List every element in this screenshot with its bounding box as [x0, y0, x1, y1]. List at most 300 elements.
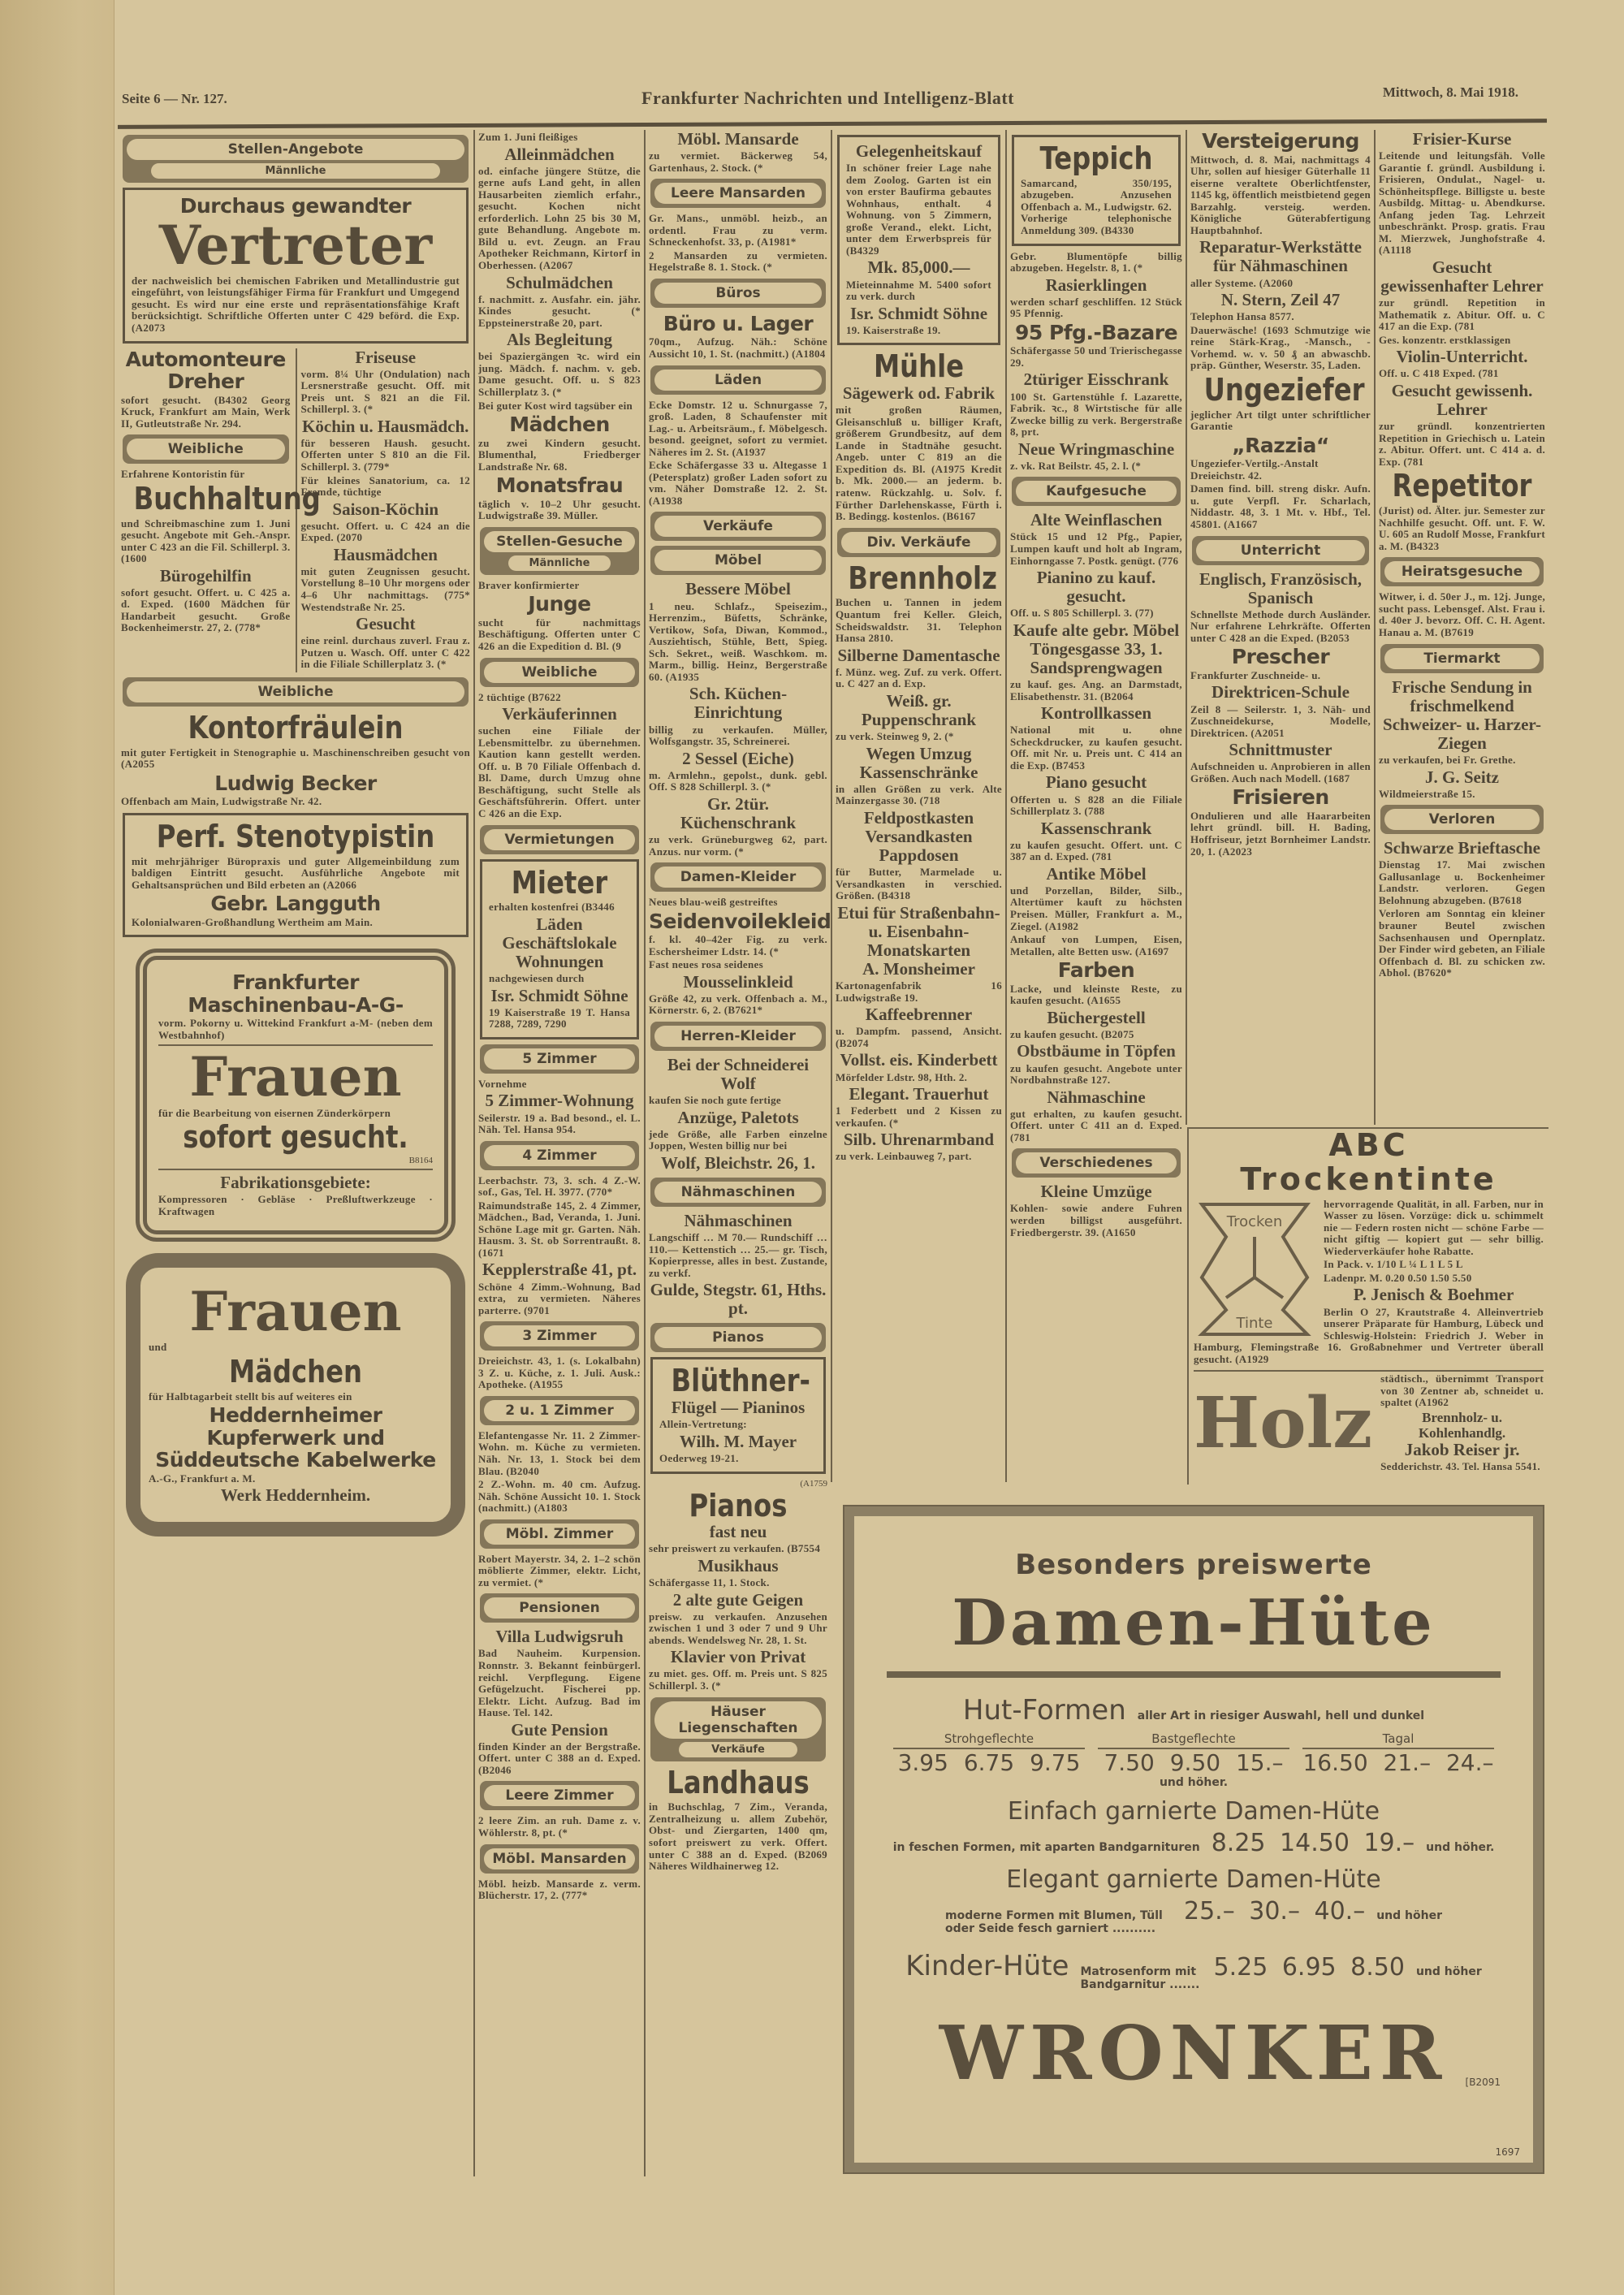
ad-text: gut erhalten, zu kaufen gesucht. Offert. unter C 411 an d. Exped. (781	[1010, 1107, 1182, 1143]
ad-text: In schöner freier Lage nahe dem Zoolog. Garten ist ein von erster Baufirma gebautes Wohnhaus, enthalt. 4 Wohnung. von 5 Zimmern, große Verand., elekt. Licht, unter dem Erwerbspreis für (B4329	[846, 162, 991, 257]
ad-text: Offerten u. S 828 an die Filiale Schillerplatz 3. (788	[1010, 793, 1182, 818]
hut-formen-title: Hut-Formen	[962, 1694, 1126, 1727]
ornamental-framed-ad	[136, 949, 456, 1242]
ad-headline: Ungeziefer	[1203, 371, 1365, 408]
abc-company: P. Jenisch & Boehmer	[1353, 1285, 1514, 1305]
ad-text: z. vk. Rat Beilstr. 45, 2. l. (*	[1010, 459, 1142, 472]
ad-text: zu kauf. ges. Ang. an Darmstadt, Elisabethenstr. 31. (B2064	[1010, 678, 1182, 702]
section-banner-möbl-mansarden	[480, 1844, 639, 1874]
category-label: Tagal	[1302, 1731, 1494, 1749]
ad-headline: Bürogehilfin	[159, 565, 252, 586]
ad-text: Leerbachstr. 73, 3. sch. 4 Z.-W. sof., Gas, Tel. H. 3977. (770*	[478, 1173, 641, 1199]
ad-text: zu kaufen gesucht. Offert. unt. C 387 an d. Exped. (781	[1010, 838, 1182, 863]
ad-headline: Läden Geschäftslokale Wohnungen	[502, 914, 617, 972]
ad-text: für besseren Haush. gesucht. Offerten unter S 810 an die Fil. Schillerpl. 3. (779*	[300, 436, 470, 473]
section-banner-3-zimmer	[480, 1321, 639, 1351]
ad-headline: Pianos	[689, 1487, 788, 1524]
ad-text: Leitende und leitungsfäh. Volle Garantie f. gründl. Ausbildung i. Frisieren, Ondulat., Nagel- u. Schönheitspflege. Billigste u. beste Ausbildg. Mittag- u. Abendkurse. Anfang jeden Tag. Lehrzeit unbeschränkt. Prosp. gratis. Frau M. Mierzwek, Junghofstraße 4. (A1118	[1379, 149, 1545, 257]
ad-text: Schöne 4 Zimm.-Wohnung, Bad extra, zu vermieten. Näheres parterre. (9701	[478, 1280, 641, 1316]
ad-text: Gebr. Blumentöpfe billig abzugeben. Hegelstr. 8, 1. (*	[1010, 249, 1182, 274]
ad-headline: sofort gesucht.	[183, 1119, 408, 1156]
ad-text: Ondulieren und alle Haararbeiten lehrt gründl. bill. H. Bading, Hoffriseur, jetzt Bornheimer Landstr. 20, 1. (A2023	[1190, 809, 1371, 858]
ad-headline: Frauen	[189, 1045, 402, 1109]
ad-headline: Elegant. Trauerhut	[849, 1084, 989, 1104]
banner-title: Möbl. Mansarden	[484, 1848, 635, 1869]
ad-headline: Buchhaltung	[133, 480, 321, 516]
und-hoher: und höher.	[1159, 1776, 1229, 1789]
ad-text: bei Spaziergängen ꝛc. wird ein jung. Mädch. f. nachm. v. geb. Dame gesucht. Off. u. S 823 Schillerplatz 3. (*	[478, 350, 641, 399]
holz-title: Holz	[1194, 1382, 1373, 1465]
section-banner-verkäufe	[650, 512, 826, 541]
ad-text: 1 Federbett und 2 Kissen zu verkaufen. (*	[836, 1104, 1002, 1129]
section-banner-weibliche	[123, 677, 469, 707]
ad-headline: Gesucht gewissenh. Lehrer	[1391, 381, 1533, 420]
ad-headline: 5 Zimmer-Wohnung	[485, 1091, 634, 1111]
ad-headline: Nähmaschine	[1047, 1087, 1146, 1107]
banner-title: Tiermarkt	[1384, 648, 1540, 669]
ad-text: Kartonagenfabrik 16 Ludwigstraße 19.	[836, 979, 1002, 1004]
ad-headline: A. Monsheimer	[862, 959, 975, 979]
ad-headline: Englisch, Französisch, Spanisch	[1199, 568, 1363, 607]
section-banner-4-zimmer	[480, 1141, 639, 1170]
ad-headline: Mühle	[873, 348, 965, 385]
column-1	[118, 130, 473, 2176]
ad-headline: Ludwig Becker	[214, 771, 377, 795]
ad-headline: Versandkasten	[865, 826, 973, 846]
boxed-ad	[480, 859, 639, 1039]
issue-date: Mittwoch, 8. Mai 1918.	[1382, 84, 1518, 100]
ad-text: Neues blau-weiß gestreiftes	[649, 896, 778, 909]
ad-text: mit großen Räumen, Gleisanschluß u. billiger Kraft, größerem Grundbesitz, auf dem Lande in Stadtnähe gesucht. Angeb. unter C 819 an die Expedition ds. Bl. (A1975 Kredit b. Mk. 2000.— an jederm. b. ratenw. Rückzahlg. u. Solv. f. Fürther Darlehenskasse, Fürth i. B. Bedingg. kostenlos. (B6167	[836, 404, 1002, 523]
ad-text: für Butter, Marmelade u. Versandkasten in verschied. Größen. (B4318	[836, 866, 1002, 902]
ad-text: Kolonialwaren-Großhandlung Wertheim am Main.	[132, 915, 374, 928]
ad-text: Größe 42, zu verk. Offenbach a. M., Körnerstr. 6, 2. (B7621*	[649, 992, 827, 1017]
ad-text: Schäfergasse 50 und Trierischegasse 29.	[1010, 344, 1182, 369]
ad-text: Buchen u. Tannen in jedem Quantum frei Keller. Gleich, Scheidswaldstr. 31. Telephon Hansa 2810.	[836, 596, 1002, 645]
ad-headline: Alleinmädchen	[504, 144, 615, 164]
ad-text: und Porzellan, Bilder, Silb., Altertümer kauft zu höchsten Preisen. Müller, Frankfurt a. M., Ziegel. (A1982	[1010, 884, 1182, 932]
ad-text: Dienstag 17. Mai zwischen Gallusanlage u. Bockenheimer Landstr. verloren. Gegen Belohnung abzugeben. (B7618	[1379, 858, 1545, 906]
ad-headline: Pappdosen	[879, 845, 959, 866]
ad-headline: Kontorfräulein	[188, 709, 404, 746]
ad-headline: Wolf, Bleichstr. 26, 1.	[661, 1152, 815, 1173]
ad-headline: Durchaus gewandter	[179, 194, 412, 218]
hute-divider	[887, 1671, 1501, 1678]
ad-text: Ecke Domstr. 12 u. Schnurgasse 7, groß. Laden, 8 Schaufenster mit Lag.- u. Arbeitsräum., f. Möbelgesch. besond. geeignet, sofort zu vermiet. Näheres im 2. St. (A1937	[649, 398, 827, 458]
ad-text: Vornehme	[478, 1077, 527, 1090]
ad-headline: J. G. Seitz	[1425, 767, 1499, 787]
ad-headline: Mousselinkleid	[683, 971, 793, 992]
kinder-desc: Matrosenform mit Bandgarnitur .......	[1080, 1965, 1200, 1991]
ad-text: zu miet. ges. Off. m. Preis unt. S 825 Schillerpl. 3. (*	[649, 1667, 827, 1692]
ad-text: Allein-Vertretung:	[659, 1418, 747, 1431]
ad-headline: Prescher	[1231, 645, 1330, 669]
banner-title: Stellen-Angebote	[127, 139, 464, 160]
banner-title: Unterricht	[1196, 540, 1365, 561]
ad-text: A.-G., Frankfurt a. M.	[149, 1472, 256, 1485]
ad-text: m. Armlehn., gepolst., dunk. gebl. Off. S 828 Schillerpl. 3. (*	[649, 768, 827, 793]
ad-text: Telephon Hansa 8577.	[1190, 310, 1294, 323]
category-prices: 3.95 6.75 9.75	[897, 1749, 1081, 1776]
ad-text: zu verkaufen, bei Fr. Grethe.	[1379, 753, 1516, 766]
category-tagal	[1302, 1731, 1494, 1776]
banner-title: Pianos	[654, 1327, 822, 1348]
ad-text: und Schreibmaschine zum 1. Juni gesucht. Angebote mit Geh.-Anspr. unter C 423 an die Fil. Schillerpl. 3. (1600	[121, 516, 291, 565]
section-banner-damen-kleider	[650, 862, 826, 892]
section-banner-möbel	[650, 546, 826, 575]
left-subcolumn	[121, 347, 321, 672]
category-label: Strohgeflechte	[893, 1731, 1085, 1749]
ad-headline: Frisier-Kurse	[1412, 130, 1512, 149]
right-wide-ads	[1187, 1127, 1548, 1485]
ad-headline: Obstbäume in Töpfen	[1017, 1041, 1176, 1061]
ad-text: zur gründl. konzentrierten Repetition in Griechisch u. Latein z. Abitur. Offert. unt. C 414 a. d. Exp. (781	[1379, 420, 1545, 468]
einfach-desc: in feschen Formen, mit aparten Bandgarnituren	[892, 1841, 1200, 1854]
ad-headline: Büro u. Lager	[663, 311, 814, 335]
ad-text: Möbl. heizb. Mansarde z. verm. Blücherstr. 17, 2. (777*	[478, 1877, 641, 1902]
ad-text: vorm. Pokorny u. Wittekind Frankfurt a-M- (neben dem Westbahnhof)	[158, 1017, 433, 1041]
ad-text: National mit u. ohne Scheckdrucker, zu kaufen gesucht. Off. mit Nr. u. Preis unt. C 414 an die Exp. (B7453	[1010, 724, 1182, 771]
ad-text: 100 St. Gartenstühle f. Lazarette, Fabrik. ꝛc., 8 Wirtstische für alle Zwecke billig zu verk. Bergerstraße 8, prt.	[1010, 390, 1182, 439]
ad-text: Bad Nauheim. Kurpension. Ronnstr. 3. Bekannt feinbürgerl. reichl. Verpflegung. Eigene Gefügelzucht. Fischerei pp. Elektr. Licht. Aufzug. Bad im Hause. Tel. 142.	[478, 1647, 641, 1719]
ad-text: der nachweislich bei chemischen Fabriken und Metallindustrie gut eingeführt, von leistungsfähiger Firma für Frankfurt und Umgegend gesucht. Es wird nur eine erste und repräsentationsfähige Kraft berücksichtigt. Schriftliche Offerten unter C 429 beförd. die Exp. (A2073	[132, 274, 460, 334]
banner-title: Herren-Kleider	[654, 1026, 822, 1047]
kinder-title: Kinder-Hüte	[905, 1950, 1069, 1982]
banner-title: Läden	[654, 370, 822, 391]
section-banner-unterricht	[1192, 536, 1369, 565]
ad-headline: Seidenvoilekleid	[649, 909, 831, 933]
ad-text: werden scharf geschliffen. 12 Stück 95 Pfennig.	[1010, 295, 1182, 320]
hute-title: Damen-Hüte	[952, 1586, 1436, 1660]
ad-headline: Etui für Straßenbahn- u. Eisenbahn-Monatskarten	[837, 902, 1000, 960]
ad-text: Kohlen- sowie andere Fuhren werden billigst ausgeführt. Friedbergerstr. 39. (A1650	[1010, 1202, 1182, 1238]
ad-headline: Brennholz	[848, 560, 997, 596]
ad-headline: Versteigerung	[1202, 130, 1359, 153]
ad-headline: Silberne Damentasche	[837, 645, 1000, 665]
damen-hute-ad	[844, 1506, 1543, 2172]
category-prices: 16.50 21.– 24.–	[1302, 1749, 1494, 1776]
ad-headline: Frisieren	[1232, 785, 1329, 810]
ad-text: billig zu verkaufen. Müller, Wolfsgangstr. 35, Schreinerei.	[649, 723, 827, 748]
section-banner-2-u-1-zimmer	[480, 1396, 639, 1425]
ad-text: eine reinl. durchaus zuverl. Frau z. Putzen u. Wasch. Off. unter C 422 in die Filiale Schillerplatz 3. (*	[300, 634, 470, 671]
ad-headline: Gr. 2tür. Küchenschrank	[680, 793, 797, 832]
ad-text: Oederweg 19-21.	[659, 1452, 739, 1464]
section-banner-häuser-liegenschaften	[650, 1697, 826, 1761]
ad-text: Off. u. S 805 Schillerpl. 3. (77)	[1010, 607, 1154, 620]
adjacent-page-edge	[0, 0, 114, 2295]
ad-text: od. einfache jüngere Stütze, die gerne aufs Land geht, in allen Hausarbeiten ziemlich erfahr., gesucht. Kochen nicht erforderlich. Lohn 25 bis 30 M, gute Behandlung. Angebote m. Bild u. evt. Zeugn. an Frau Apotheker Reichmann, Kirtorf in Oberhessen. (A2067	[478, 164, 641, 272]
category-prices: 7.50 9.50 15.–	[1104, 1749, 1284, 1776]
ad-headline: Als Begleitung	[506, 330, 613, 350]
ad-text: Schnellste Methode durch Ausländer. Nur erfahrene Lehrkräfte. Offerten unter C 428 an die Exped. (B2053	[1190, 607, 1371, 644]
abc-body: hervorragende Qualität, in all. Farben, nur in Wasser zu lösen. Vorzüge: dick u. schimmelt nie — Federn rosten nicht — schöne Farbe — nicht giftig — kopiert gut — sehr billig. Wiederverkäufer hohe Rabatte.	[1324, 1197, 1544, 1257]
ad-text: Dreieichstr. 43, 1. (s. Lokalbahn) 3 Z. u. Küche, z. 1. Juli. Ausk.: Apotheke. (A1955	[478, 1355, 641, 1391]
ad-headline: Silb. Uhrenarmband	[843, 1130, 995, 1150]
ad-headline: Blüthner-	[671, 1363, 810, 1399]
two-column-section	[121, 348, 470, 672]
ad-headline: Gesucht gewissenhafter Lehrer	[1380, 257, 1544, 296]
ad-text: 2 Z.-Wohn. m. 40 cm. Aufzug. Näh. Schöne Aussicht 10. 1. Stock (nachmitt.) (A1803	[478, 1478, 641, 1515]
ad-text: sofort gesucht. (B4302 Georg Kruck, Frankfurt am Main, Werk II, Gutleutstraße Nr. 294.	[121, 393, 291, 430]
ad-headline: Feldpostkasten	[863, 807, 974, 828]
ad-text: zur gründl. Repetition in Mathematik z. Abitur. Off. u. C 417 an die Exp. (781	[1379, 296, 1545, 333]
ad-text: 2 leere Zim. an ruh. Dame z. v. Wöhlerstr. 8, pt. (*	[478, 1814, 641, 1839]
ad-headline: Werk Heddernheim.	[220, 1485, 371, 1506]
boxed-ad	[1012, 135, 1181, 246]
ad-text: Kompressoren · Gebläse · Preßluftwerkzeuge · Kraftwagen	[158, 1193, 433, 1217]
ad-headline: fast neu	[709, 1522, 767, 1542]
section-banner-div-verkäufe	[837, 528, 1000, 557]
section-banner-5-zimmer	[480, 1044, 639, 1074]
section-banner-tiermarkt	[1380, 644, 1544, 673]
ad-headline: Kepplerstraße 41, pt.	[482, 1260, 637, 1280]
section-banner-stellen-gesuche	[480, 527, 639, 575]
ad-text: Dauerwäsche! (1693 Schmutzige wie reine Stärk-Krag., -Mansch., -Vorhemd. w. v. 50 ₰ an abwaschb. präp. Günther, Weserstr. 35, Laden.	[1190, 323, 1371, 372]
section-banner-herren-kleider	[650, 1022, 826, 1051]
section-banner-verschiedenes	[1012, 1148, 1181, 1178]
ad-text: vorm. 8¼ Uhr (Ondulation) nach Lersnerstraße gesucht. Off. mit Preis unt. S 821 an die Fil. Schillerpl. 3. (*	[300, 367, 470, 416]
banner-title: 2 u. 1 Zimmer	[484, 1400, 635, 1421]
banner-title: Vermietungen	[484, 829, 635, 850]
ad-text: Ankauf von Lumpen, Eisen, Metallen, alte Betten usw. (A1697	[1010, 933, 1182, 957]
ad-text: zu kaufen gesucht. (B2075	[1010, 1027, 1134, 1040]
ad-code: B8164	[408, 1156, 433, 1165]
ad-text: Langschiff … M 70.— Rundschiff … 110.— Kettenstich … 25.— gr. Tisch, Kopierpresse, alles in best. Zustande, zu verkf.	[649, 1231, 827, 1279]
section-banner-büros	[650, 279, 826, 308]
ad-text: mit guter Fertigkeit in Stenographie u. Maschinenschreiben gesucht von (A2055	[121, 746, 470, 771]
ad-text: zu zwei Kindern gesucht. Blumenthal, Friedberger Landstraße Nr. 68.	[478, 436, 641, 473]
ink-package-logo-icon	[1194, 1200, 1315, 1338]
holz-trade: Brennholz- u. Kohlenhandlg.	[1418, 1409, 1506, 1441]
banner-title: Nähmaschinen	[654, 1182, 822, 1203]
ad-text: mit mehrjähriger Büropraxis und guter Allgemeinbildung zum baldigen Eintritt gesucht. Ausführliche Angebote mit Gehaltsansprüchen und Bild erbeten an (A2066	[132, 854, 460, 891]
ad-text: Erfahrene Kontoristin für	[121, 468, 245, 481]
section-banner-vermietungen	[480, 825, 639, 854]
ad-text: Für kleines Sanatorium, ca. 12 Fremde, tüchtige	[300, 473, 470, 499]
ad-headline: Schnittmuster	[1229, 740, 1332, 760]
ad-headline: Dreher	[167, 370, 244, 394]
ad-headline: Sandsprengwagen	[1030, 657, 1163, 677]
logo-bottom-text: Tinte	[1236, 1314, 1273, 1332]
ad-headline: Frische Sendung in frischmelkend	[1392, 676, 1532, 715]
category-label: Bastgeflechte	[1098, 1731, 1289, 1749]
ad-text: in Buchschlag, 7 Zim., Veranda, Zentralheizung u. allem Zubehör, Obst- und Ziergarten, 1400 qm, sofort preiswert zu verk. Offert. unter C 388 an d. Exped. (B2069 Näheres Wildhainerweg 12.	[649, 1800, 827, 1873]
ad-text: Aufschneiden u. Anprobieren in allen Größen. Auch nach Modell. (1687	[1190, 760, 1371, 784]
banner-title: Leere Mansarden	[654, 183, 822, 204]
logo-top-text: Trocken	[1226, 1212, 1283, 1230]
banner-title: 5 Zimmer	[484, 1048, 635, 1070]
ad-text: 19. Kaiserstraße 19.	[846, 323, 941, 336]
ad-headline: Schwarze Brieftasche	[1383, 838, 1541, 858]
ad-headline: Junge	[528, 592, 591, 616]
banner-title: Weibliche	[127, 439, 285, 460]
ad-text: 2 tüchtige (B7622	[478, 690, 561, 703]
holz-body: städtisch., übernimmt Transport von 30 Zentner ab, schneidet u. spaltet (A1962	[1380, 1372, 1544, 1409]
ad-headline: Gesucht	[356, 614, 416, 634]
ad-text: Zeil 8 — Seilerstr. 1, 3. Näh- und Zuschneidekurse, Modelle, Direktricen. (A2051	[1190, 702, 1371, 739]
kinder-suffix: und höher	[1415, 1965, 1482, 1978]
ad-text: Mieteinnahme M. 5400 sofort zu verk. durch	[846, 278, 991, 303]
ad-text: für Halbtagarbeit stellt bis auf weiteres ein	[149, 1390, 352, 1402]
banner-title: Verkäufe	[654, 516, 822, 537]
ad-headline: Direktricen-Schule	[1212, 682, 1350, 702]
banner-title: Leere Zimmer	[484, 1785, 635, 1806]
ad-headline: Automonteure	[125, 347, 286, 371]
banner-title: Heiratsgesuche	[1384, 561, 1540, 582]
ad-text: Frankfurter Zuschneide- u.	[1190, 668, 1321, 681]
ad-text: (Jurist) od. Älter. jur. Semester zur Nachhilfe gesucht. Off. unt. F. W. U. 605 an Rudolf Mosse, Frankfurt a. M. (B4323	[1379, 504, 1545, 552]
ad-text: Mörfelder Ldstr. 98, Hth. 2.	[836, 1070, 968, 1083]
section-banner-heiratsgesuche	[1380, 557, 1544, 586]
ad-headline: Mieter	[511, 864, 608, 901]
ad-text: Damen find. bill. streng diskr. Aufn. u. gute Verpfl. Fr. Scharlach, Niddastr. 48, 3. 1 Mt. v. Hbf., Tel. 45801. (A1667	[1190, 482, 1371, 531]
ad-headline: Frankfurter Maschinenbau-A-G-	[188, 970, 404, 1017]
ad-headline: Sch. Küchen-Einrichtung	[689, 684, 788, 723]
ad-headline: Saison-Köchin	[332, 499, 439, 519]
ad-text: Offenbach am Main, Ludwigstraße Nr. 42.	[121, 795, 322, 808]
ad-headline: Schweizer- u. Harzer-Ziegen	[1383, 714, 1541, 753]
ad-headline: Hausmädchen	[333, 544, 438, 564]
ad-headline: Sägewerk od. Fabrik	[842, 383, 996, 404]
column-5	[1005, 130, 1186, 1482]
ad-headline: 2 Sessel (Eiche)	[682, 748, 794, 768]
ad-headline: Teppich	[1039, 140, 1153, 176]
ad-headline: Alte Weinflaschen	[1030, 510, 1163, 530]
ad-text: zu verk. Grüneburgweg 62, part. Anzus. nur vorm. (*	[649, 833, 827, 858]
ad-text: zu kaufen gesucht. Angebote unter Nordbahnstraße 127.	[1010, 1061, 1182, 1087]
section-banner-leere-zimmer	[480, 1781, 639, 1810]
ad-text: finden Kinder an der Bergstraße. Offert. unter C 388 an d. Exped. (B2046	[478, 1740, 641, 1776]
boxed-ad	[837, 135, 1000, 345]
ad-headline: Mk. 85,000.—	[867, 257, 970, 278]
column-4	[831, 130, 1005, 1482]
ad-text: und	[149, 1341, 167, 1354]
banner-title: Möbel	[654, 550, 822, 571]
ad-text: f. nachmitt. z. Ausfahr. ein. jähr. Kindes gesucht. (* Eppsteinerstraße 20, part.	[478, 292, 641, 329]
banner-title: Häuser Liegenschaften	[654, 1701, 822, 1739]
abc-address: Berlin O 27, Krautstraße 4. Alleinvertrieb unserer Präparate für Hamburg, Lübeck und Schleswig-Holstein: Friedrich J. Weber in Hamburg, Flemingstraße 16. Großabnehmer und Vertreter überall gesucht. (A1929	[1194, 1305, 1544, 1365]
category-straw	[893, 1731, 1085, 1776]
ad-text: sucht für nachmittags Beschäftigung. Offerten unter C 426 an die Expedition d. Bl. (9	[478, 616, 641, 652]
ad-text: f. Münz. weg. Zuf. zu verk. Offert. u. C 427 an d. Exp.	[836, 665, 1002, 690]
ad-headline: Köchin u. Hausmädch.	[302, 416, 469, 436]
hute-code: [B2091	[1465, 2077, 1501, 2088]
ad-text: Lacke, und kleinste Reste, zu kaufen gesucht. (A1655	[1010, 982, 1182, 1007]
ad-headline: Pianino zu kauf. gesucht.	[1036, 568, 1156, 607]
ad-headline: Wegen Umzug	[866, 743, 972, 763]
ad-text: Gr. Mans., unmöbl. heizb., an ordentl. Frau zu verm. Schneckenhofst. 33, p. (A1981*	[649, 212, 827, 249]
ad-headline: Möbl. Mansarde	[677, 130, 799, 149]
ad-headline: Schulmädchen	[506, 272, 613, 292]
ad-text: jeglicher Art tilgt unter schriftlicher Garantie	[1190, 408, 1371, 433]
elegant-suffix: und höher	[1376, 1909, 1442, 1922]
ad-headline: Kleine Umzüge	[1040, 1182, 1152, 1202]
elegant-desc: moderne Formen mit Blumen, Tüll oder Seide fesch garniert ..........	[945, 1909, 1163, 1935]
ad-text: kaufen Sie noch gute fertige	[649, 1094, 781, 1107]
banner-title: Weibliche	[484, 662, 635, 683]
abc-title: ABC Trockentinte	[1240, 1127, 1497, 1197]
ad-text: mit guten Zeugnissen gesucht. Vorstellung 8–10 Uhr morgens oder 4–6 Uhr nachmittags. (775* Westendstraße Nr. 25.	[300, 564, 470, 613]
banner-title: Pensionen	[484, 1597, 635, 1619]
ad-text: Samarcand, 350/195, abzugeben. Anzusehen Offenbach a. M., Ludwigstr. 62. Vorherige telephonische Anmeldung 309. (B4330	[1021, 176, 1172, 236]
ad-text: zu verk. Steinweg 9, 2. (*	[836, 730, 954, 743]
ad-text: Witwer, i. d. 50er J., m. 12j. Junge, sucht pass. Lebensgef. Alst. Frau i. d. 40er J. bevorz. Off. C. H. Agent. Hanau a. M. (B7619	[1379, 590, 1545, 639]
section-banner-läden	[650, 365, 826, 395]
banner-title: Stellen-Gesuche	[484, 531, 635, 552]
ad-text: Fast neues rosa seidenes	[649, 958, 763, 971]
ad-headline: Bessere Möbel	[685, 579, 791, 599]
ad-text: sehr preiswert zu verkaufen. (B7554	[649, 1542, 821, 1555]
ad-headline: Repetitor	[1392, 468, 1532, 504]
ad-headline: Gelegenheitskauf	[855, 141, 983, 161]
ad-text: 2 Mansarden zu vermieten. Hegelstraße 8. 1. Stock. (*	[649, 249, 827, 274]
ad-text: Raimundstraße 145, 2. 4 Zimmer, Mädchen., Bad, Veranda, 1. Juni. Schöne Lage mit gr. Garten. Näh. Hausm. 3. St. ob Sorrentraußt. 8. (1671	[478, 1199, 641, 1259]
ad-headline: Villa Ludwigsruh	[495, 1627, 624, 1647]
banner-title: Kaufgesuche	[1016, 481, 1177, 502]
wronker-brand: WRONKER	[939, 2009, 1449, 2097]
ad-text: Ecke Schäfergasse 33 u. Altegasse 1 (Petersplatz) großer Laden sofort zu vm. Näher Domstraße 12. 2. St. (A1938	[649, 459, 827, 507]
ad-headline: 95 Pfg.-Bazare	[1014, 320, 1178, 344]
section-banner-weibliche	[123, 434, 289, 464]
ad-text: zu verk. Leinbauweg 7, part.	[836, 1150, 972, 1163]
ad-headline: Farben	[1057, 958, 1135, 983]
ad-text: Bei guter Kost wird tagsüber ein	[478, 399, 633, 412]
ad-text: zu vermiet. Bäckerweg 54, Gartenhaus, 2. Stock. (*	[649, 149, 827, 174]
ad-headline: Weiß. gr. Puppenschrank	[861, 690, 977, 729]
einfach-title: Einfach garnierte Damen-Hüte	[1007, 1797, 1380, 1826]
ad-headline: Violin-Unterricht.	[1396, 347, 1528, 367]
ad-headline: Antike Möbel	[1046, 863, 1147, 884]
banner-title: Div. Verkäufe	[841, 532, 996, 553]
ad-text: Seilerstr. 19 a. Bad besond., el. L. Näh. Tel. Hansa 954.	[478, 1111, 641, 1136]
ad-headline: Kaffeebrenner	[865, 1005, 973, 1025]
ad-text: Wildmeierstraße 15.	[1379, 787, 1475, 800]
boxed-ad	[650, 1357, 826, 1473]
hut-formen-desc: aller Art in riesiger Auswahl, hell und dunkel	[1137, 1709, 1425, 1722]
banner-subtitle: Männliche	[508, 555, 611, 571]
ad-text: 1 neu. Schlafz., Speisezim., Herrenzim., Büfetts, Schränke, Vertikow, Sofa, Diwan, Kommod., Ausziehtisch, Stühle, Bett, Spieg. Sch. Sekret., weiß. Waschkom. m. Marm., billig. Heinz, Bergerstraße 60. (A1935	[649, 599, 827, 683]
ad-headline: Rasierklingen	[1045, 274, 1147, 295]
ad-headline: Kassenschränke	[859, 762, 978, 782]
ad-text: täglich v. 10–2 Uhr gesucht. Ludwigstraße 39. Müller.	[478, 497, 641, 522]
column-3	[644, 130, 831, 2176]
ad-headline: Töngesgasse 33, 1.	[1030, 638, 1163, 659]
ad-headline: Verkäuferinnen	[502, 704, 617, 724]
section-banner-leere-mansarden	[650, 179, 826, 208]
ad-headline: Kaufe alte gebr. Möbel	[1013, 620, 1180, 640]
ad-headline: Klavier von Privat	[670, 1647, 806, 1667]
ad-headline: Friseuse	[355, 347, 417, 367]
ad-code: (A1759	[800, 1478, 827, 1489]
ad-text: für die Bearbeitung von eisernen Zünderkörpern	[158, 1106, 391, 1119]
ad-headline: Wilh. M. Mayer	[679, 1431, 797, 1451]
banner-title: Büros	[654, 283, 822, 304]
ad-headline: Reparatur-Werkstätte für Nähmaschinen	[1199, 237, 1362, 276]
section-banner-nähmaschinen	[650, 1178, 826, 1207]
ad-text: Schäfergasse 11, 1. Stock.	[649, 1576, 770, 1589]
ad-text: u. Dampfm. passend, Ansicht. (B2074	[836, 1025, 1002, 1049]
boxed-ad	[123, 188, 469, 344]
banner-title: 3 Zimmer	[484, 1325, 635, 1346]
ad-headline: Gebr. Langguth	[210, 892, 381, 916]
section-banner-pianos	[650, 1323, 826, 1352]
right-subcolumn	[296, 348, 471, 672]
ad-text: f. kl. 40–42er Fig. zu verk. Eschersheimer Ldstr. 14. (*	[649, 933, 827, 957]
page-number: Seite 6 — Nr. 127.	[122, 91, 227, 106]
banner-title: Verschiedenes	[1016, 1152, 1177, 1173]
ad-headline: Perf. Stenotypistin	[156, 818, 435, 854]
